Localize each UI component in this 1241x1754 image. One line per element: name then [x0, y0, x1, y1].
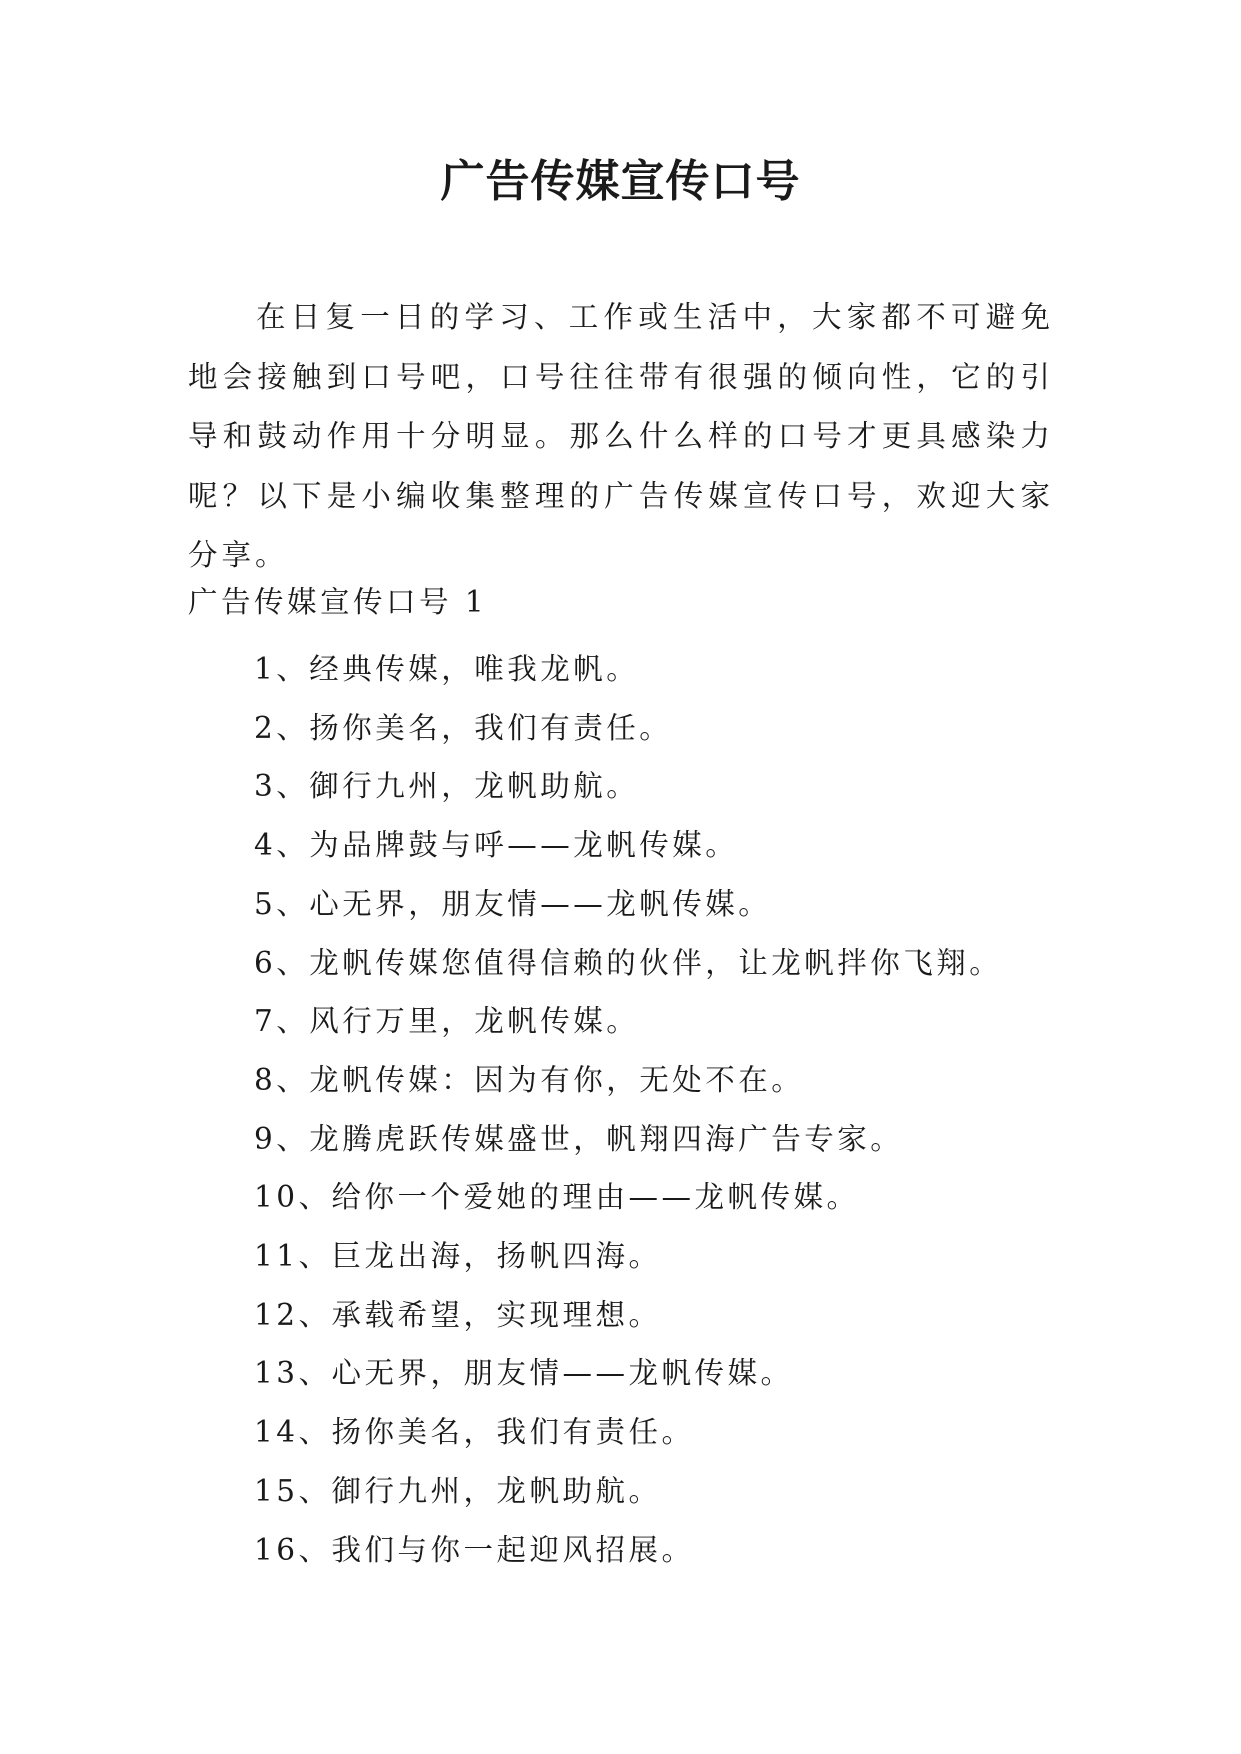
- list-item: 8、龙帆传媒：因为有你，无处不在。: [254, 1062, 805, 1097]
- list-item: 11、巨龙出海，扬帆四海。: [254, 1239, 662, 1274]
- list-item: 14、扬你美名，我们有责任。: [254, 1415, 695, 1450]
- list-item: 16、我们与你一起迎风招展。: [254, 1532, 695, 1567]
- list-item: 10、给你一个爱她的理由——龙帆传媒。: [254, 1180, 860, 1215]
- list-item: 9、龙腾虎跃传媒盛世，帆翔四海广告专家。: [254, 1121, 904, 1156]
- page-title: 广告传媒宣传口号: [440, 156, 801, 207]
- slogan-list: [254, 640, 1002, 1579]
- list-item: 6、龙帆传媒您值得信赖的伙伴，让龙帆拌你飞翔。: [254, 945, 1003, 980]
- list-item: 13、心无界，朋友情——龙帆传媒。: [254, 1356, 794, 1391]
- list-item: 2、扬你美名，我们有责任。: [254, 710, 673, 745]
- list-item: 7、风行万里，龙帆传媒。: [254, 1004, 640, 1039]
- list-item: 4、为品牌鼓与呼——龙帆传媒。: [254, 828, 739, 863]
- list-item: 5、心无界，朋友情——龙帆传媒。: [254, 886, 772, 921]
- section-heading: 广告传媒宣传口号 1: [188, 585, 488, 619]
- list-item: 15、御行九州，龙帆助航。: [254, 1473, 662, 1508]
- list-item: 12、承载希望，实现理想。: [254, 1297, 662, 1332]
- list-item: 3、御行九州，龙帆助航。: [254, 769, 640, 804]
- intro-paragraph: 在日复一日的学习、工作或生活中，大家都不可避免地会接触到口号吧，口号往往带有很强的倾向性，它的引导和鼓动作用十分明显。那么什么样的口号才更具感染力呢？以下是小编收集整理的广告传媒宣传口号，欢迎大家分享。: [188, 300, 1054, 572]
- list-item: 1、经典传媒，唯我龙帆。: [254, 652, 640, 686]
